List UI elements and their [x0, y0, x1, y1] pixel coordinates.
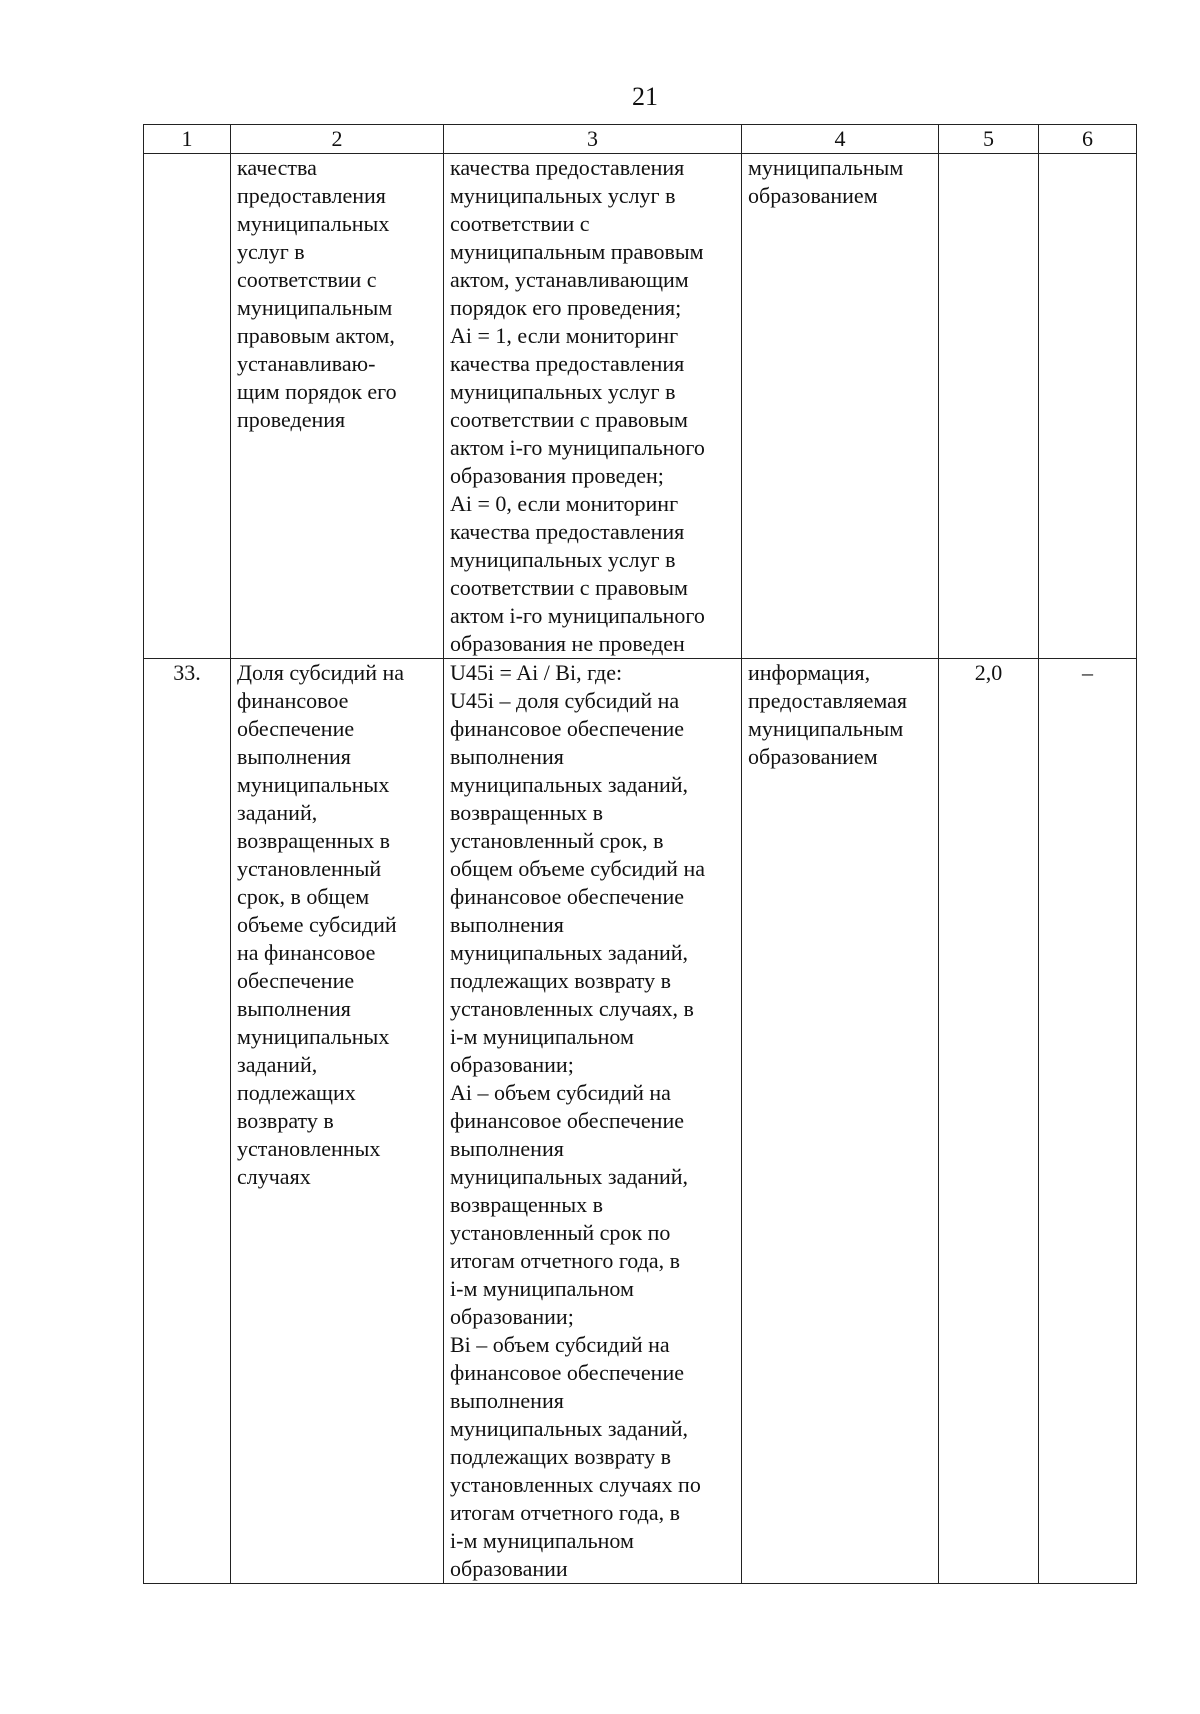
indicator-cell: Доля субсидий на финансовое обеспечение выполнения муниципальных заданий, возвращенных в установленный срок, в общем объеме субсидий на финансовое обеспечение выполнения муниципальных заданий, подлежащих возврату в установленных случаях: [231, 659, 444, 1584]
indicators-table: [143, 124, 1137, 1584]
table-row: [144, 154, 1137, 659]
weight-cell: [939, 154, 1039, 659]
note-cell: [1039, 154, 1137, 659]
indicator-cell: качества предоставления муниципальных услуг в соответствии с муниципальным правовым актом, устанавливаю- щим порядок его проведения: [231, 154, 444, 659]
data-source-cell: муниципальным образованием: [742, 154, 939, 659]
column-header: 2: [231, 125, 444, 154]
table-header-row: [144, 125, 1137, 154]
row-number-cell: 33.: [144, 659, 231, 1584]
formula-cell: качества предоставления муниципальных услуг в соответствии с муниципальным правовым актом, устанавливающим порядок его проведения; Ai = 1, если мониторинг качества предоставления муниципальных услуг в соответствии с правовым актом i-го муниципального образования проведен; Ai = 0, если мониторинг качества предоставления муниципальных услуг в соответствии с правовым актом i-го муниципального образования не проведен: [444, 154, 742, 659]
column-header: 6: [1039, 125, 1137, 154]
data-source-cell: информация, предоставляемая муниципальным образованием: [742, 659, 939, 1584]
weight-cell: 2,0: [939, 659, 1039, 1584]
column-header: 4: [742, 125, 939, 154]
column-header: 1: [144, 125, 231, 154]
row-number-cell: [144, 154, 231, 659]
note-cell: –: [1039, 659, 1137, 1584]
column-header: 5: [939, 125, 1039, 154]
formula-cell: U45i = Ai / Bi, где: U45i – доля субсидий на финансовое обеспечение выполнения муниципальных заданий, возвращенных в установленный срок, в общем объеме субсидий на финансовое обеспечение выполнения муниципальных заданий, подлежащих возврату в установленных случаях, в i-м муниципальном образовании; Ai – объем субсидий на финансовое обеспечение выполнения муниципальных заданий, возвращенных в установленный срок по итогам отчетного года, в i-м муниципальном образовании; Bi – объем субсидий на финансовое обеспечение выполнения муниципальных заданий, подлежащих возврату в установленных случаях по итогам отчетного года, в i-м муниципальном образовании: [444, 659, 742, 1584]
page-number: 21: [632, 82, 658, 111]
table-row: [144, 659, 1137, 1584]
column-header: 3: [444, 125, 742, 154]
